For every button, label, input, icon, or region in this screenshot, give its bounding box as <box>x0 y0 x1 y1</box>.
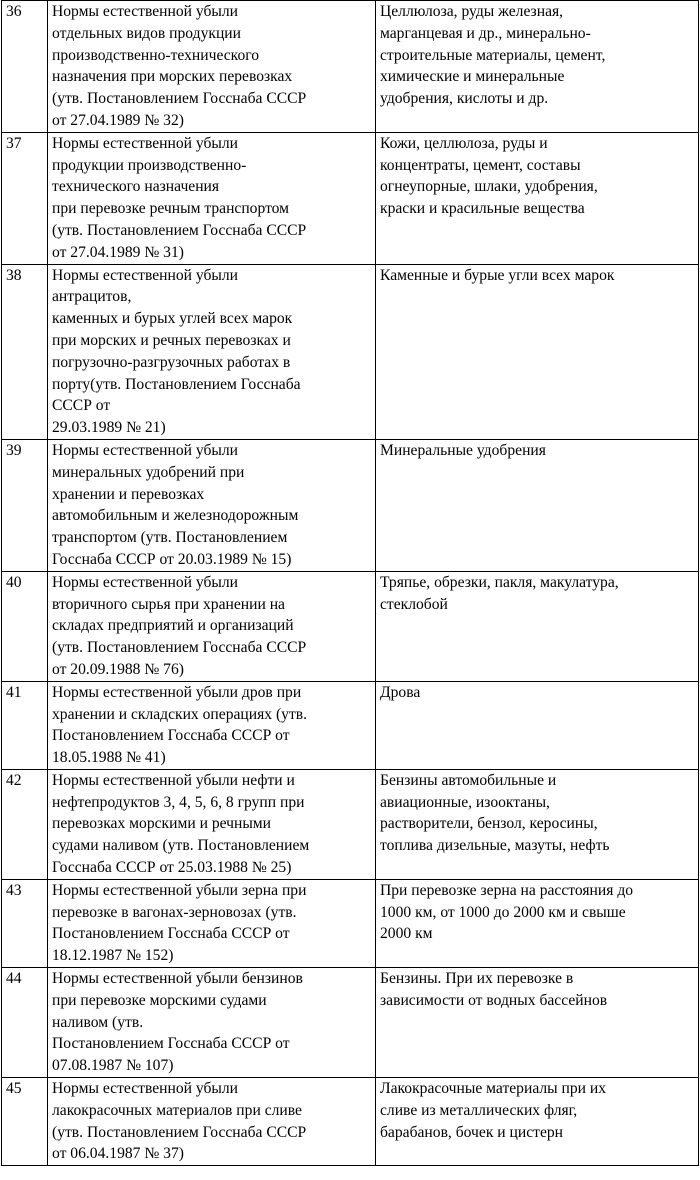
norm-document-line: отдельных видов продукции <box>52 24 241 42</box>
goods-line: Каменные и бурые угли всех марок <box>380 266 615 284</box>
norm-document-line: (утв. Постановлением Госснаба СССР <box>52 639 307 657</box>
row-number: 45 <box>2 1078 48 1166</box>
goods-cell <box>376 968 699 1078</box>
goods-line: 2000 км <box>380 925 433 943</box>
norm-document-line: транспортом (утв. Постановлением <box>52 529 288 547</box>
norm-document-line: производственно-технического <box>52 46 260 64</box>
table-row <box>2 769 699 879</box>
norm-document-line: перевозке в вагонах-зерновозах (утв. <box>52 903 297 921</box>
row-number: 42 <box>2 769 48 879</box>
norm-document-line: Нормы естественной убыли <box>52 266 239 284</box>
norm-document-line: нефтепродуктов 3, 4, 5, 6, 8 групп при <box>52 793 305 811</box>
norm-document-line: Нормы естественной убыли бензинов <box>52 970 303 988</box>
norms-table-body <box>2 1 699 1166</box>
norm-document-cell <box>48 132 376 264</box>
goods-line: огнеупорные, шлаки, удобрения, <box>380 178 598 196</box>
norm-document-line: Постановлением Госснаба СССР от <box>52 925 290 943</box>
norm-document-line: от 06.04.1987 № 37) <box>52 1145 184 1163</box>
norm-document-cell <box>48 769 376 879</box>
norm-document-line: Нормы естественной убыли нефти и <box>52 771 295 789</box>
table-row <box>2 571 699 681</box>
norm-document-line: минеральных удобрений при <box>52 463 245 481</box>
goods-line: авиационные, изооктаны, <box>380 793 550 811</box>
norm-document-cell <box>48 439 376 571</box>
goods-cell <box>376 132 699 264</box>
norm-document-line: (утв. Постановлением Госснаба СССР <box>52 90 307 108</box>
goods-line: При перевозке зерна на расстояния до <box>380 881 634 899</box>
table-row <box>2 264 699 439</box>
row-number: 39 <box>2 439 48 571</box>
norm-document-line: Госснаба СССР от 25.03.1988 № 25) <box>52 859 292 877</box>
norm-document-line: (утв. Постановлением Госснаба СССР <box>52 221 307 239</box>
goods-cell <box>376 571 699 681</box>
norm-document-line: при перевозке морскими судами <box>52 991 267 1009</box>
goods-line: зависимости от водных бассейнов <box>380 991 608 1009</box>
goods-line: сливе из металлических фляг, <box>380 1101 578 1119</box>
goods-line: Лакокрасочные материалы при их <box>380 1080 607 1098</box>
norm-document-line: порту(утв. Постановлением Госснаба <box>52 375 301 393</box>
norm-document-line: 29.03.1989 № 21) <box>52 419 166 437</box>
goods-line: Бензины автомобильные и <box>380 771 557 789</box>
goods-cell <box>376 769 699 879</box>
norm-document-line: 18.05.1988 № 41) <box>52 749 166 767</box>
goods-cell <box>376 439 699 571</box>
norm-document-cell <box>48 968 376 1078</box>
norm-document-line: Нормы естественной убыли <box>52 573 239 591</box>
row-number: 38 <box>2 264 48 439</box>
row-number: 40 <box>2 571 48 681</box>
norm-document-line: от 20.09.1988 № 76) <box>52 660 184 678</box>
norm-document-line: Нормы естественной убыли <box>52 3 239 20</box>
norm-document-line: Нормы естественной убыли дров при <box>52 683 302 701</box>
norm-document-line: складах предприятий и организаций <box>52 617 294 635</box>
norm-document-line: судами наливом (утв. Постановлением <box>52 837 310 855</box>
goods-line: Кожи, целлюлоза, руды и <box>380 134 548 152</box>
norm-document-line: лакокрасочных материалов при сливе <box>52 1101 302 1119</box>
goods-line: химические и минеральные <box>380 68 565 86</box>
goods-line: растворители, бензол, керосины, <box>380 815 598 833</box>
table-row <box>2 681 699 769</box>
norm-document-line: каменных и бурых углей всех марок <box>52 310 293 328</box>
norm-document-cell <box>48 1078 376 1166</box>
goods-line: 1000 км, от 1000 до 2000 км и свыше <box>380 903 626 921</box>
norm-document-cell <box>48 571 376 681</box>
norm-document-line: хранении и перевозках <box>52 485 205 503</box>
norm-document-line: Нормы естественной убыли <box>52 1080 239 1098</box>
norm-document-line: Госснаба СССР от 20.03.1989 № 15) <box>52 550 292 568</box>
table-row <box>2 439 699 571</box>
goods-cell <box>376 879 699 967</box>
norm-document-line: автомобильным и железнодорожным <box>52 507 299 525</box>
goods-line: Минеральные удобрения <box>380 441 546 459</box>
table-row <box>2 1 699 133</box>
goods-line: краски и красильные вещества <box>380 200 585 218</box>
goods-cell <box>376 264 699 439</box>
norm-document-line: антрацитов, <box>52 288 132 306</box>
norm-document-cell <box>48 1 376 133</box>
table-row <box>2 132 699 264</box>
goods-line: топлива дизельные, мазуты, нефть <box>380 837 610 855</box>
goods-line: марганцевая и др., минерально- <box>380 24 591 42</box>
norm-document-line: Нормы естественной убыли зерна при <box>52 881 307 899</box>
goods-line: удобрения, кислоты и др. <box>380 90 549 108</box>
norm-document-line: погрузочно-разгрузочных работах в <box>52 353 291 371</box>
goods-line: Дрова <box>380 683 421 701</box>
norm-document-cell <box>48 264 376 439</box>
goods-line: стеклобой <box>380 595 448 613</box>
norm-document-line: 18.12.1987 № 152) <box>52 947 174 965</box>
goods-line: барабанов, бочек и цистерн <box>380 1123 564 1141</box>
row-number: 44 <box>2 968 48 1078</box>
norm-document-line: назначения при морских перевозках <box>52 68 293 86</box>
norm-document-line: Нормы естественной убыли <box>52 134 239 152</box>
goods-cell <box>376 1078 699 1166</box>
norm-document-line: при перевозке речным транспортом <box>52 200 290 218</box>
table-row <box>2 879 699 967</box>
goods-line: Тряпье, обрезки, пакля, макулатура, <box>380 573 619 591</box>
row-number: 36 <box>2 1 48 133</box>
norm-document-line: Постановлением Госснаба СССР от <box>52 727 290 745</box>
row-number: 43 <box>2 879 48 967</box>
norm-document-line: хранении и складских операциях (утв. <box>52 705 308 723</box>
norm-document-line: Нормы естественной убыли <box>52 441 239 459</box>
norm-document-line: наливом (утв. <box>52 1013 144 1031</box>
goods-line: Целлюлоза, руды железная, <box>380 3 564 20</box>
norms-table <box>1 0 699 1166</box>
norm-document-line: продукции производственно- <box>52 156 247 174</box>
norm-document-cell <box>48 681 376 769</box>
norm-document-line: при морских и речных перевозках и <box>52 331 291 349</box>
norm-document-line: вторичного сырья при хранении на <box>52 595 285 613</box>
norm-document-line: 07.08.1987 № 107) <box>52 1057 174 1075</box>
goods-line: концентраты, цемент, составы <box>380 156 581 174</box>
norm-document-line: СССР от <box>52 397 111 415</box>
goods-line: Бензины. При их перевозке в <box>380 970 574 988</box>
goods-cell <box>376 1 699 133</box>
norm-document-line: (утв. Постановлением Госснаба СССР <box>52 1123 307 1141</box>
goods-cell <box>376 681 699 769</box>
norm-document-line: технического назначения <box>52 178 220 196</box>
row-number: 37 <box>2 132 48 264</box>
norm-document-line: от 27.04.1989 № 31) <box>52 243 184 261</box>
norm-document-line: Постановлением Госснаба СССР от <box>52 1035 290 1053</box>
goods-line: строительные материалы, цемент, <box>380 46 606 64</box>
norm-document-line: перевозках морскими и речными <box>52 815 272 833</box>
table-row <box>2 1078 699 1166</box>
table-row <box>2 968 699 1078</box>
norm-document-line: от 27.04.1989 № 32) <box>52 111 184 129</box>
row-number: 41 <box>2 681 48 769</box>
norm-document-cell <box>48 879 376 967</box>
